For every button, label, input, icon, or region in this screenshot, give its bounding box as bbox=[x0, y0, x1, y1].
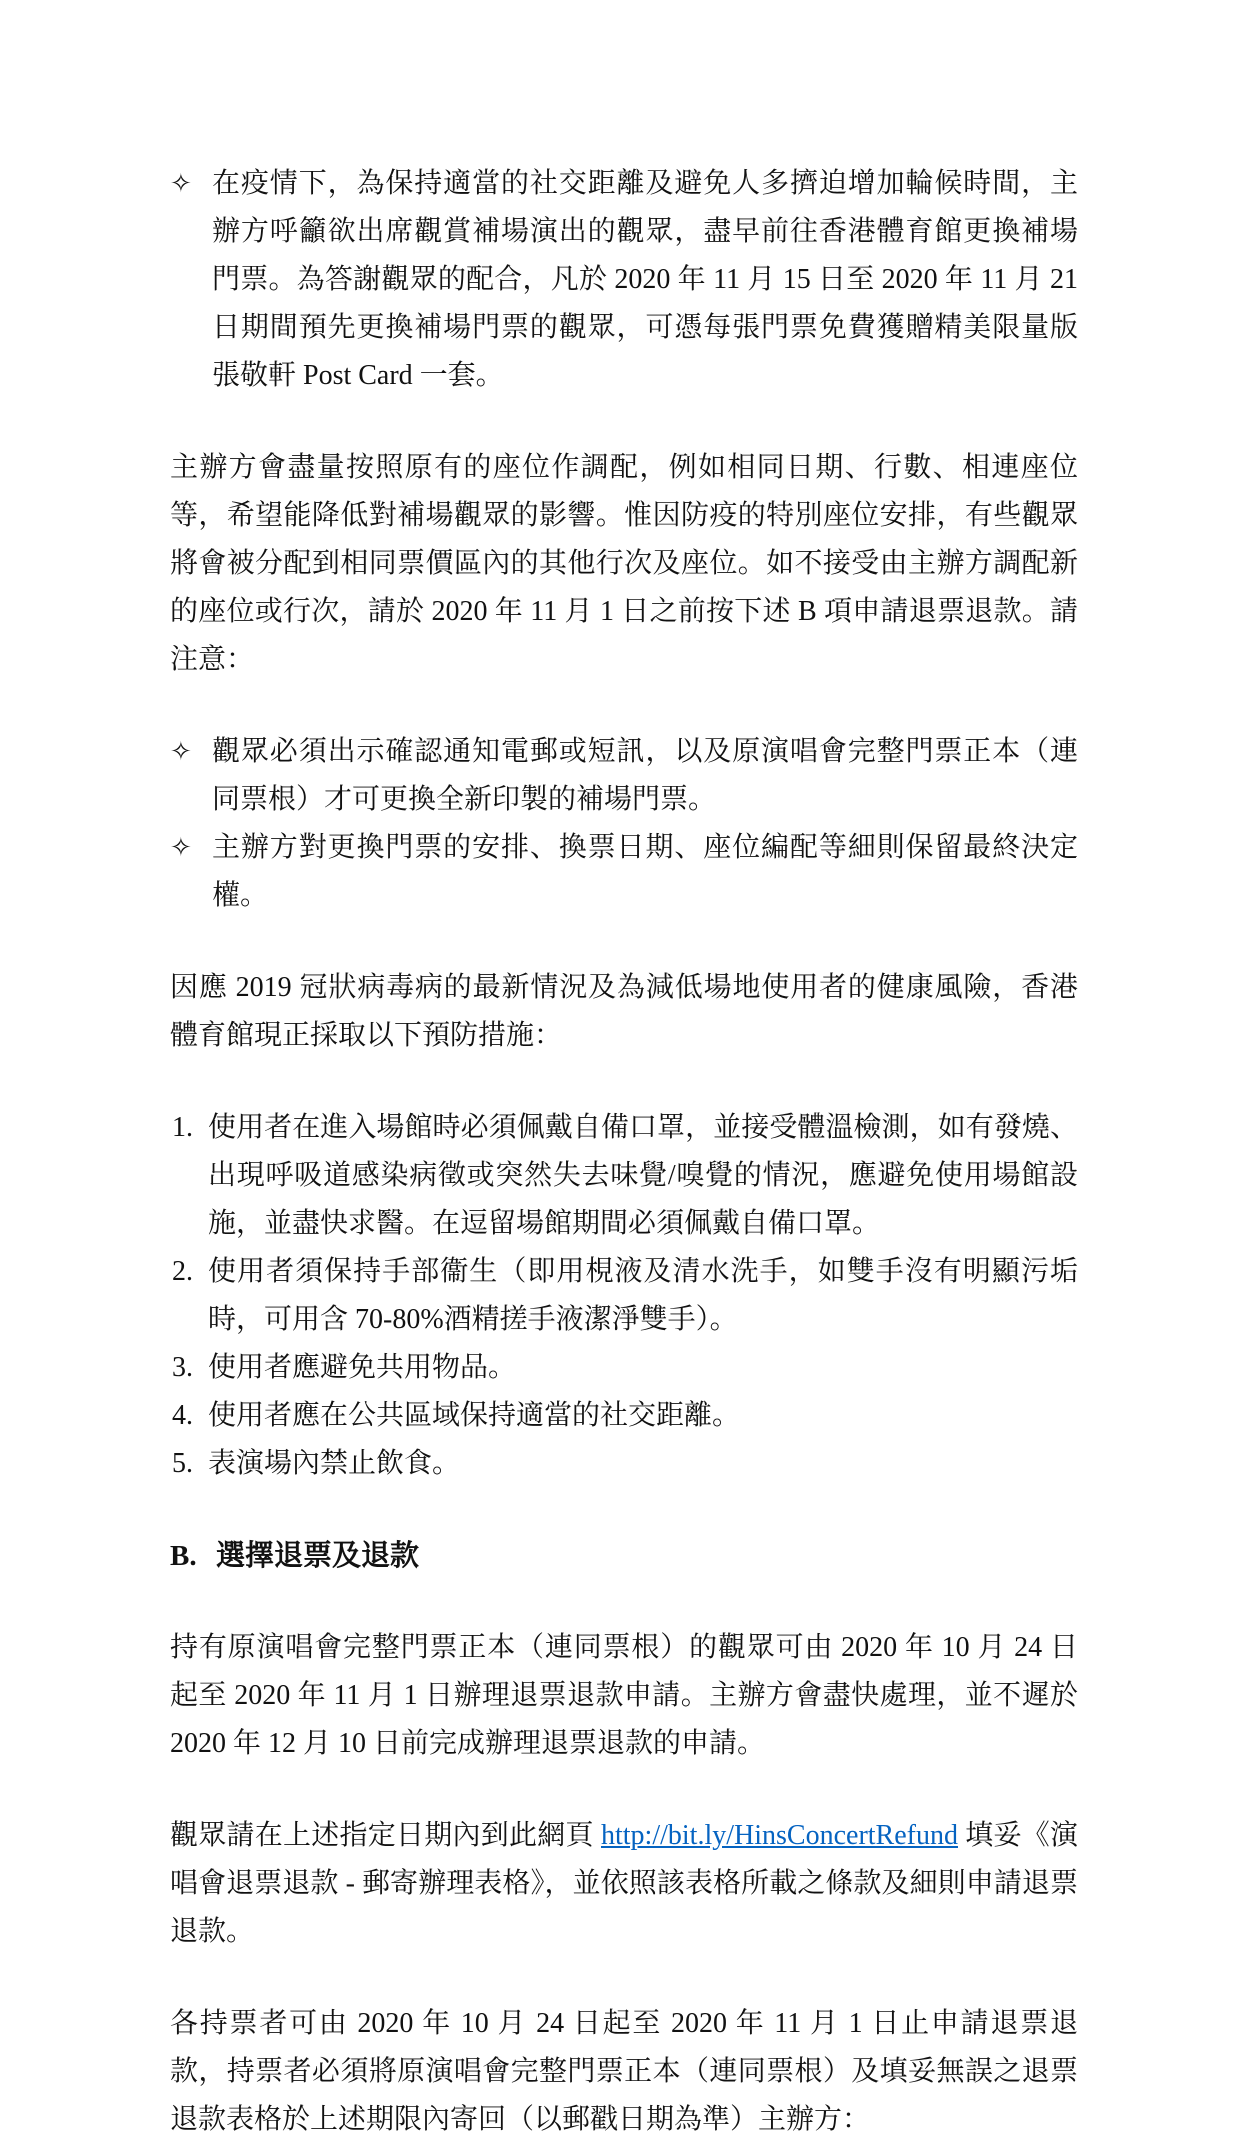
bullet-text: 主辦方對更換門票的安排、換票日期、座位編配等細則保留最終決定權。 bbox=[212, 832, 1078, 911]
paragraph-refund-period: 持有原演唱會完整門票正本（連同票根）的觀眾可由 2020 年 10 月 24 日起至 2020 年 11 月 1 日辦理退票退款申請。主辦方會盡快處理，並不遲於 2020 年 12 月 10 日前完成辦理退票退款的申請。 bbox=[170, 1632, 1078, 1759]
section-b-number: B. bbox=[170, 1540, 197, 1572]
paragraph-covid-measures-intro: 因應 2019 冠狀病毒病的最新情況及為減低場地使用者的健康風險，香港體育館現正採取以下預防措施： bbox=[170, 972, 1078, 1051]
paragraph-mail-back-instructions: 各持票者可由 2020 年 10 月 24 日起至 2020 年 11 月 1 日止申請退票退款，持票者必須將原演唱會完整門票正本（連同票根）及填妥無誤之退票退款表格於上述期限內寄回（以郵戳日期為準）主辦方： bbox=[170, 2008, 1078, 2135]
list-item-number: 4. bbox=[172, 1400, 193, 1431]
list-item-text: 使用者須保持手部衞生（即用梘液及清水洗手，如雙手沒有明顯污垢時，可用含 70-80%酒精搓手液潔淨雙手）。 bbox=[208, 1256, 1078, 1335]
bullet-item-exchange-notice bbox=[170, 160, 1078, 400]
paragraph-seat-reallocation: 主辦方會盡量按照原有的座位作調配，例如相同日期、行數、相連座位等，希望能降低對補場觀眾的影響。惟因防疫的特別座位安排，有些觀眾將會被分配到相同票價區內的其他行次及座位。如不接受由主辦方調配新的座位或行次，請於 2020 年 11 月 1 日之前按下述 B 項申請退票退款。請注意： bbox=[170, 452, 1078, 675]
list-item bbox=[170, 1104, 1078, 1248]
list-item-text: 表演場內禁止飲食。 bbox=[208, 1448, 461, 1479]
list-item bbox=[170, 1248, 1078, 1344]
bullet-item-final-decision bbox=[170, 824, 1078, 920]
list-item bbox=[170, 1392, 1078, 1440]
bullet-text: 在疫情下，為保持適當的社交距離及避免人多擠迫增加輪候時間，主辦方呼籲欲出席觀賞補場演出的觀眾，盡早前往香港體育館更換補場門票。為答謝觀眾的配合，凡於 2020 年 11 月 15 日至 2020 年 11 月 21 日期間預先更換補場門票的觀眾，可憑每張門票免費獲贈精美限量版張敬軒 Post Card 一套。 bbox=[212, 168, 1078, 391]
list-item bbox=[170, 1344, 1078, 1392]
diamond-bullet-icon: ✧ bbox=[170, 737, 192, 766]
list-item-text: 使用者在進入場館時必須佩戴自備口罩，並接受體溫檢測，如有發燒、出現呼吸道感染病徵或突然失去味覺/嗅覺的情況，應避免使用場館設施，並盡快求醫。在逗留場館期間必須佩戴自備口罩。 bbox=[208, 1112, 1078, 1239]
paragraph-refund-webpage bbox=[170, 1812, 1078, 1956]
refund-link-suffix-text: 填妥《演唱會退票退款 - 郵寄辦理表格》，並依照該表格所載之條款及細則申請退票退款。 bbox=[170, 1820, 1078, 1947]
numbered-list-precautions bbox=[170, 1104, 1078, 1488]
list-item-number: 1. bbox=[172, 1112, 193, 1143]
refund-link-prefix-text: 觀眾請在上述指定日期內到此網頁 bbox=[170, 1820, 601, 1851]
list-item-text: 使用者應在公共區域保持適當的社交距離。 bbox=[208, 1400, 741, 1431]
list-item-text: 使用者應避免共用物品。 bbox=[208, 1352, 517, 1383]
refund-form-link[interactable]: http://bit.ly/HinsConcertRefund bbox=[601, 1820, 958, 1851]
list-item-number: 5. bbox=[172, 1448, 193, 1479]
bullet-text: 觀眾必須出示確認通知電郵或短訊，以及原演唱會完整門票正本（連同票根）才可更換全新印製的補場門票。 bbox=[212, 736, 1078, 815]
section-b-title: 選擇退票及退款 bbox=[216, 1540, 420, 1572]
diamond-bullet-icon: ✧ bbox=[170, 833, 192, 862]
section-b-heading bbox=[170, 1532, 1078, 1580]
list-item bbox=[170, 1440, 1078, 1488]
list-item-number: 2. bbox=[172, 1256, 193, 1287]
list-item-number: 3. bbox=[172, 1352, 193, 1383]
bullet-item-ticket-proof bbox=[170, 728, 1078, 824]
diamond-bullet-icon: ✧ bbox=[170, 169, 192, 198]
